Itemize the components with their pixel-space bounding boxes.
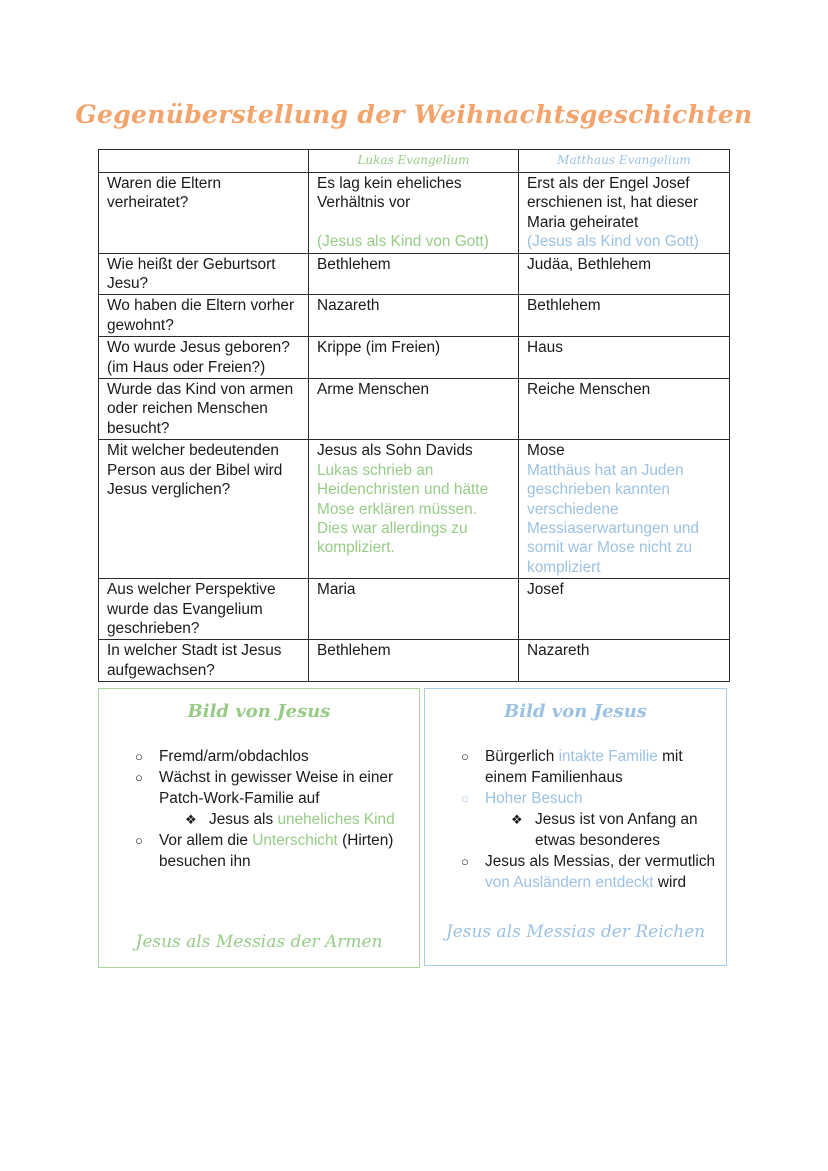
list-item: ○ Vor allem die Unterschicht (Hirten) besuchen ihn (135, 832, 394, 870)
lukas-jesus-box (98, 688, 420, 968)
lukas-cell: Nazareth (309, 295, 519, 337)
table-row (99, 640, 730, 682)
box-title: Bild von Jesus (504, 701, 647, 722)
circle-bullet-icon: ○ (135, 749, 143, 764)
point-list (99, 746, 419, 809)
matthaus-cell: Josef (519, 579, 730, 640)
circle-bullet-icon: ○ (461, 854, 469, 869)
lukas-answer: Es lag kein eheliches Verhältnis vor (317, 175, 462, 212)
lukas-note: (Jesus als Kind von Gott) (317, 233, 489, 251)
lukas-cell: Maria (309, 579, 519, 640)
box-footer: Jesus als Messias der Reichen (445, 922, 706, 942)
question-cell: Wie heißt der Geburtsort Jesu? (99, 253, 309, 295)
matthaus-cell: Nazareth (519, 640, 730, 682)
question-cell: Aus welcher Perspektive wurde das Evangelium geschrieben? (99, 579, 309, 640)
diamond-bullet-icon: ❖ (185, 812, 197, 827)
lukas-cell: Bethlehem (309, 253, 519, 295)
lukas-cell (309, 173, 519, 254)
list-item: ○ Fremd/arm/obdachlos (135, 748, 309, 765)
lukas-cell: Arme Menschen (309, 379, 519, 440)
matthaus-cell (519, 173, 730, 254)
circle-bullet-icon: ○ (461, 791, 469, 806)
lukas-cell: Krippe (im Freien) (309, 337, 519, 379)
table-row (99, 295, 730, 337)
comparison-table (98, 149, 730, 682)
question-cell: Waren die Eltern verheiratet? (99, 173, 309, 254)
matthaus-note: Matthäus hat an Juden geschrieben kannten verschiedene Messiaserwartungen und somit war Mose nicht zu kompliziert (527, 461, 699, 576)
matthaus-cell: Reiche Menschen (519, 379, 730, 440)
question-cell: Wo wurde Jesus geboren? (im Haus oder Freien?) (99, 337, 309, 379)
point-list (425, 746, 726, 809)
point-list (99, 830, 419, 872)
table-row (99, 579, 730, 640)
header-empty (99, 150, 309, 173)
matthaus-answer: Erst als der Engel Josef erschienen ist, hat dieser Maria geheiratet (527, 175, 699, 231)
header-matthaus: Matthaus Evangelium (519, 150, 730, 173)
lukas-cell (309, 440, 519, 579)
lukas-answer: Jesus als Sohn Davids (317, 442, 473, 460)
diamond-bullet-icon: ❖ (511, 812, 523, 827)
sub-list-item: ❖ Jesus ist von Anfang an etwas besonderes (511, 811, 698, 849)
matthaus-cell: Haus (519, 337, 730, 379)
question-cell: Mit welcher bedeutenden Person aus der Bibel wird Jesus verglichen? (99, 440, 309, 579)
lukas-note: Lukas schrieb an Heidenchristen und hätte Mose erklären müssen. Dies war allerdings zu kompliziert. (317, 461, 489, 557)
matthaus-cell (519, 440, 730, 579)
matthaus-cell: Bethlehem (519, 295, 730, 337)
table-row (99, 440, 730, 579)
table-row (99, 379, 730, 440)
header-lukas: Lukas Evangelium (309, 150, 519, 173)
circle-bullet-icon: ○ (135, 833, 143, 848)
list-item: ○ Bürgerlich intakte Familie mit einem Familienhaus (461, 748, 683, 786)
sub-list-item: ❖ Jesus als uneheliches Kind (185, 811, 395, 828)
circle-bullet-icon: ○ (461, 749, 469, 764)
list-item: ○ Hoher Besuch (461, 790, 583, 807)
box-title: Bild von Jesus (187, 701, 331, 722)
matthaus-note: (Jesus als Kind von Gott) (527, 233, 699, 251)
table-row (99, 173, 730, 254)
point-list (425, 851, 726, 893)
circle-bullet-icon: ○ (135, 770, 143, 785)
question-cell: Wurde das Kind von armen oder reichen Menschen besucht? (99, 379, 309, 440)
table-row (99, 253, 730, 295)
list-item: ○ Jesus als Messias, der vermutlich von Ausländern entdeckt wird (461, 853, 716, 891)
matthaus-cell: Judäa, Bethlehem (519, 253, 730, 295)
table-row (99, 337, 730, 379)
page-title: Gegenüberstellung der Weihnachtsgeschichten (75, 100, 753, 129)
table-header-row (99, 150, 730, 173)
list-item: ○ Wächst in gewisser Weise in einer Patch-Work-Familie auf (135, 769, 394, 807)
question-cell: Wo haben die Eltern vorher gewohnt? (99, 295, 309, 337)
matthaus-answer: Mose (527, 442, 565, 460)
matthaus-jesus-box (424, 688, 727, 966)
question-cell: In welcher Stadt ist Jesus aufgewachsen? (99, 640, 309, 682)
lukas-cell: Bethlehem (309, 640, 519, 682)
box-footer: Jesus als Messias der Armen (135, 932, 383, 952)
